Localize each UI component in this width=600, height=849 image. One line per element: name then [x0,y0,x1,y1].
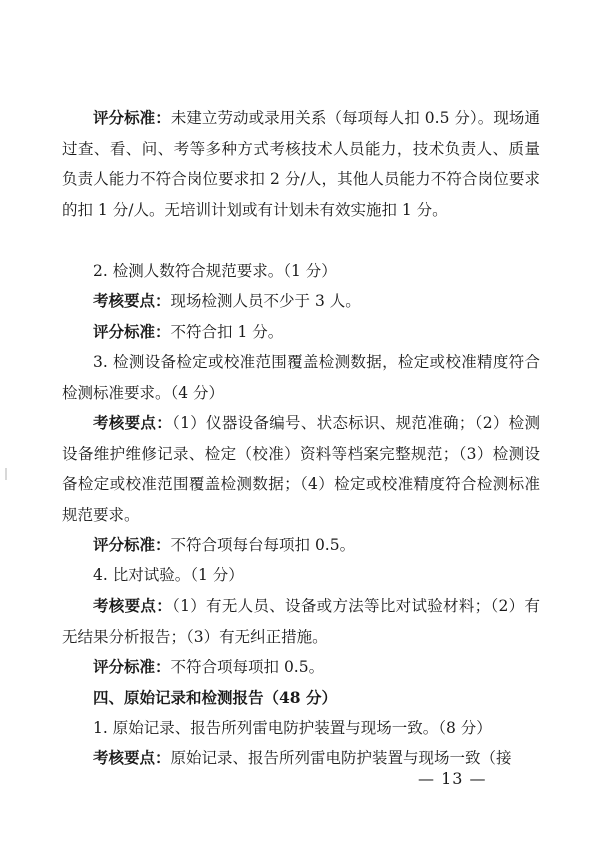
paragraph-scoring-standard-4 [62,652,540,683]
paragraph-text: 原始记录、报告所列雷电防护装置与现场一致（接 [170,749,512,767]
key-points-label: 考核要点： [93,748,171,767]
paragraph-text: 未建立劳动或录用关系（每项每人扣 0.5 分）。现场通过查、看、问、考等多种方式考核技术人员能力，技术负责人、质量负责人能力不符合岗位要求扣 2 分/人，其他人员能力不符合岗位要求的扣 1 分/人。无培训计划或有计划未有效实施扣 1 分。 [62,109,540,219]
paragraph-scoring-standard-1 [62,103,540,225]
scoring-standard-label: 评分标准： [93,657,171,676]
item-4-heading: 4. 比对试验。（1 分） [93,566,244,584]
key-points-label: 考核要点： [93,413,173,432]
page-number: — 13 — [418,769,487,788]
scoring-standard-label: 评分标准： [93,535,171,554]
paragraph-text: 不符合项每项扣 0.5。 [170,658,325,676]
item-3-heading: 3. 检测设备检定或校准范围覆盖检测数据，检定或校准精度符合检测标准要求。（4 分） [62,353,540,402]
paragraph-scoring-standard-2 [62,317,540,348]
paragraph-key-points-3 [62,408,540,530]
paragraph-text: 不符合扣 1 分。 [170,323,284,341]
paragraph-text: 现场检测人员不少于 3 人。 [170,292,361,310]
key-points-label: 考核要点： [93,596,173,615]
paragraph-key-points-4 [62,591,540,652]
paragraph-text: （1）仪器设备编号、状态标识、规范准确；（2）检测设备维护维修记录、检定（校准）资料等档案完整规范；（3）检测设备检定或校准范围覆盖检测数据；（4）检定或校准精度符合检测标准规范要求。 [62,414,540,524]
paragraph-text: （1）有无人员、设备或方法等比对试验材料；（2）有无结果分析报告；（3）有无纠正措施。 [62,597,540,646]
scoring-standard-label: 评分标准： [93,108,171,127]
paragraph-text: 不符合项每台每项扣 0.5。 [170,536,356,554]
scan-edge-mark [5,468,7,480]
section-4-heading: 四、原始记录和检测报告（48 分） [93,688,337,707]
key-points-label: 考核要点： [93,291,171,310]
paragraph-scoring-standard-3 [62,530,540,561]
paragraph-key-points-2 [62,286,540,317]
scoring-standard-label: 评分标准： [93,322,171,341]
item-2-heading: 2. 检测人数符合规范要求。（1 分） [93,262,337,280]
item-1-heading: 1. 原始记录、报告所列雷电防护装置与现场一致。（8 分） [93,719,492,737]
